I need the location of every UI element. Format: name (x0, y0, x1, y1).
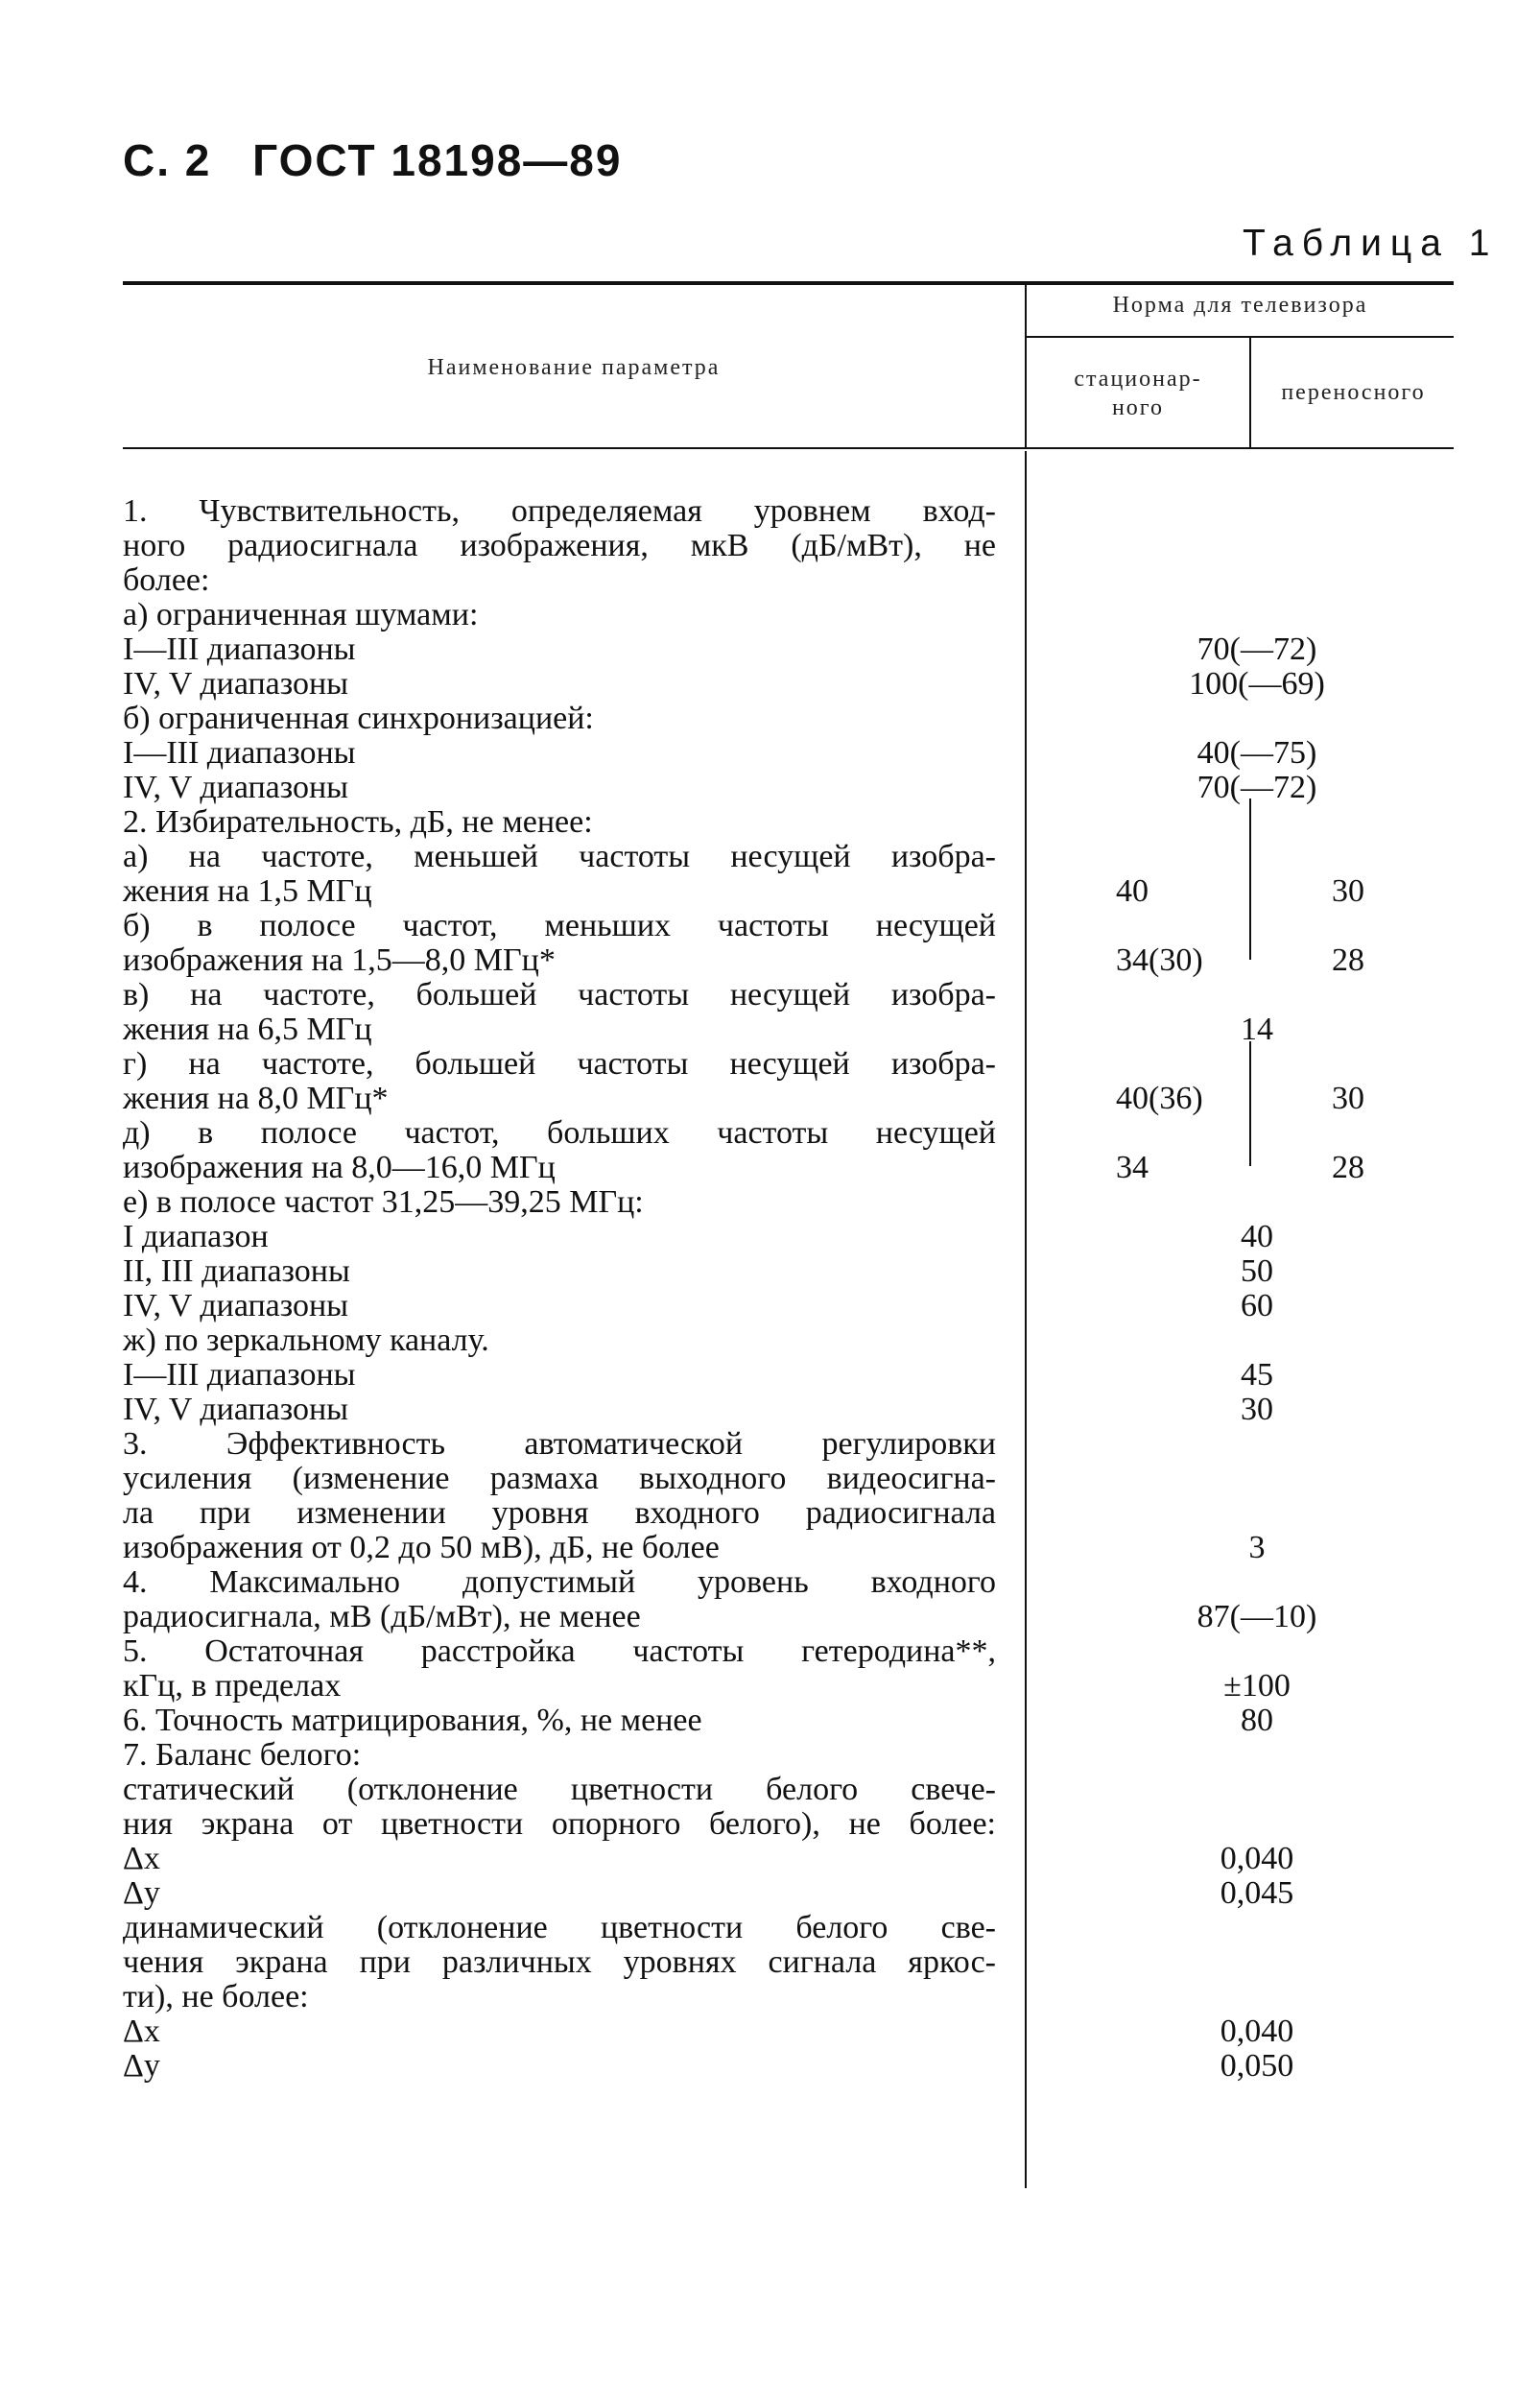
table-row-text: 3. Эффективность автоматической регулировки (123, 1426, 996, 1462)
table-row-text: б) в полосе частот, меньших частоты несущей (123, 908, 996, 943)
table-row-text: в) на частоте, большей частоты несущей изобра- (123, 977, 996, 1013)
table-row-text: жения на 8,0 МГц* (123, 1081, 389, 1116)
portable-value: 28 (1332, 942, 1364, 978)
table-row-text: е) в полосе частот 31,25—39,25 МГц: (123, 1184, 644, 1220)
column-header-parameter: Наименование параметра (427, 355, 721, 380)
table-row-text: IV, V диапазоны (123, 666, 349, 702)
table-row-text: II, III диапазоны (123, 1253, 350, 1289)
table-row-text: I диапазон (123, 1219, 269, 1254)
header-bottom-rule (123, 447, 1454, 449)
table-row-text: 2. Избирательность, дБ, не менее: (123, 804, 593, 840)
portable-value: 28 (1332, 1150, 1364, 1185)
norm-value: 87(—10) (1196, 1599, 1317, 1634)
table-row-text: д) в полосе частот, больших частоты несущей (123, 1115, 996, 1151)
norm-value: 70(—72) (1196, 770, 1317, 805)
table-row-text: I—III диапазоны (123, 1357, 356, 1393)
table-row-text: жения на 1,5 МГц (123, 873, 372, 909)
norm-value: 100(—69) (1189, 666, 1325, 702)
norm-value: 80 (1241, 1703, 1273, 1738)
table-row-text: 1. Чувствительность, определяемая уровнем вход- (123, 493, 996, 529)
portable-value: 30 (1332, 873, 1364, 909)
standard-number: ГОСТ 18198—89 (252, 135, 623, 185)
norm-value: 14 (1241, 1012, 1273, 1047)
norm-value: 0,040 (1220, 1841, 1294, 1876)
body-column-divider (1025, 451, 1027, 2188)
table-row-text: I—III диапазоны (123, 632, 356, 667)
table-row-text: а) на частоте, меньшей частоты несущей изобра- (123, 839, 996, 874)
norm-value: 40(—75) (1196, 735, 1317, 771)
column-header-norm: Норма для телевизора (1112, 293, 1368, 318)
table-caption: Таблица 1 (1243, 223, 1499, 264)
table-row-text: IV, V диапазоны (123, 1392, 349, 1427)
table-row-text: радиосигнала, мВ (дБ/мВт), не менее (123, 1599, 641, 1634)
table-row-text: динамический (отклонение цветности белого све- (123, 1910, 996, 1945)
column-header-stationary-line2: ного (1111, 395, 1165, 420)
table-row-text: изображения на 8,0—16,0 МГц (123, 1150, 556, 1185)
portable-value: 30 (1332, 1081, 1364, 1116)
norm-value: 0,045 (1220, 1875, 1294, 1911)
norm-value: 60 (1241, 1288, 1273, 1323)
table-row-text: ти), не более: (123, 1979, 309, 2014)
norm-value: 30 (1241, 1392, 1273, 1427)
table-row-text: 4. Максимально допустимый уровень входного (123, 1564, 996, 1600)
table-row-text: IV, V диапазоны (123, 1288, 349, 1323)
page-header (123, 134, 649, 186)
table-row-text: г) на частоте, большей частоты несущей изобра- (123, 1046, 996, 1082)
table-row-text: статический (отклонение цветности белого свече- (123, 1772, 996, 1807)
table-row-text: Δx (123, 1841, 160, 1876)
table-row-text: жения на 6,5 МГц (123, 1012, 372, 1047)
split-divider-2 (1249, 1041, 1251, 1166)
stationary-value: 34 (1116, 1150, 1149, 1185)
table-row-text: б) ограниченная синхронизацией: (123, 701, 594, 736)
header-top-rule (123, 281, 1454, 285)
table-row-text: ла при изменении уровня входного радиосигнала (123, 1495, 996, 1531)
table-row-text: Δy (123, 2048, 160, 2084)
table-row-text: чения экрана при различных уровнях сигнала яркос- (123, 1944, 996, 1980)
norm-value: 40 (1241, 1219, 1273, 1254)
norm-value: 70(—72) (1196, 632, 1317, 667)
norm-value: 50 (1241, 1253, 1273, 1289)
table-row-text: усиления (изменение размаха выходного видеосигна- (123, 1461, 996, 1496)
column-header-stationary (1029, 365, 1247, 422)
table-row-text: ния экрана от цветности опорного белого), не более: (123, 1806, 996, 1842)
table-row-text: изображения от 0,2 до 50 мВ), дБ, не более (123, 1530, 720, 1565)
norm-value: 0,040 (1220, 2014, 1294, 2049)
table-row-text: Δx (123, 2014, 160, 2049)
table-row-text: 7. Баланс белого: (123, 1737, 362, 1773)
page-number: С. 2 (123, 135, 212, 185)
table-row-text: IV, V диапазоны (123, 770, 349, 805)
table-row-text: 6. Точность матрицирования, %, не менее (123, 1703, 702, 1738)
table-row-text: ж) по зеркальному каналу. (123, 1323, 489, 1358)
header-divider-sub (1249, 336, 1251, 448)
table-row-text: изображения на 1,5—8,0 МГц* (123, 942, 556, 978)
table-row-text: I—III диапазоны (123, 735, 356, 771)
split-divider-1 (1249, 798, 1251, 960)
norm-value: ±100 (1223, 1668, 1291, 1704)
table-row-text: кГц, в пределах (123, 1668, 342, 1704)
stationary-value: 34(30) (1116, 942, 1203, 978)
norm-value: 45 (1241, 1357, 1273, 1393)
table-row-text: а) ограниченная шумами: (123, 597, 479, 632)
column-header-portable: переносного (1281, 380, 1426, 405)
table-row-text: 5. Остаточная расстройка частоты гетеродина**, (123, 1633, 996, 1669)
norm-value: 0,050 (1220, 2048, 1294, 2084)
column-header-stationary-line1: стационар- (1074, 367, 1202, 392)
norm-value: 3 (1248, 1530, 1266, 1565)
stationary-value: 40 (1116, 873, 1149, 909)
norm-subheader-rule (1026, 336, 1454, 338)
stationary-value: 40(36) (1116, 1081, 1203, 1116)
table-row-text: Δy (123, 1875, 160, 1911)
table-row-text: ного радиосигнала изображения, мкВ (дБ/мВт), не (123, 528, 996, 563)
table-row-text: более: (123, 562, 210, 598)
